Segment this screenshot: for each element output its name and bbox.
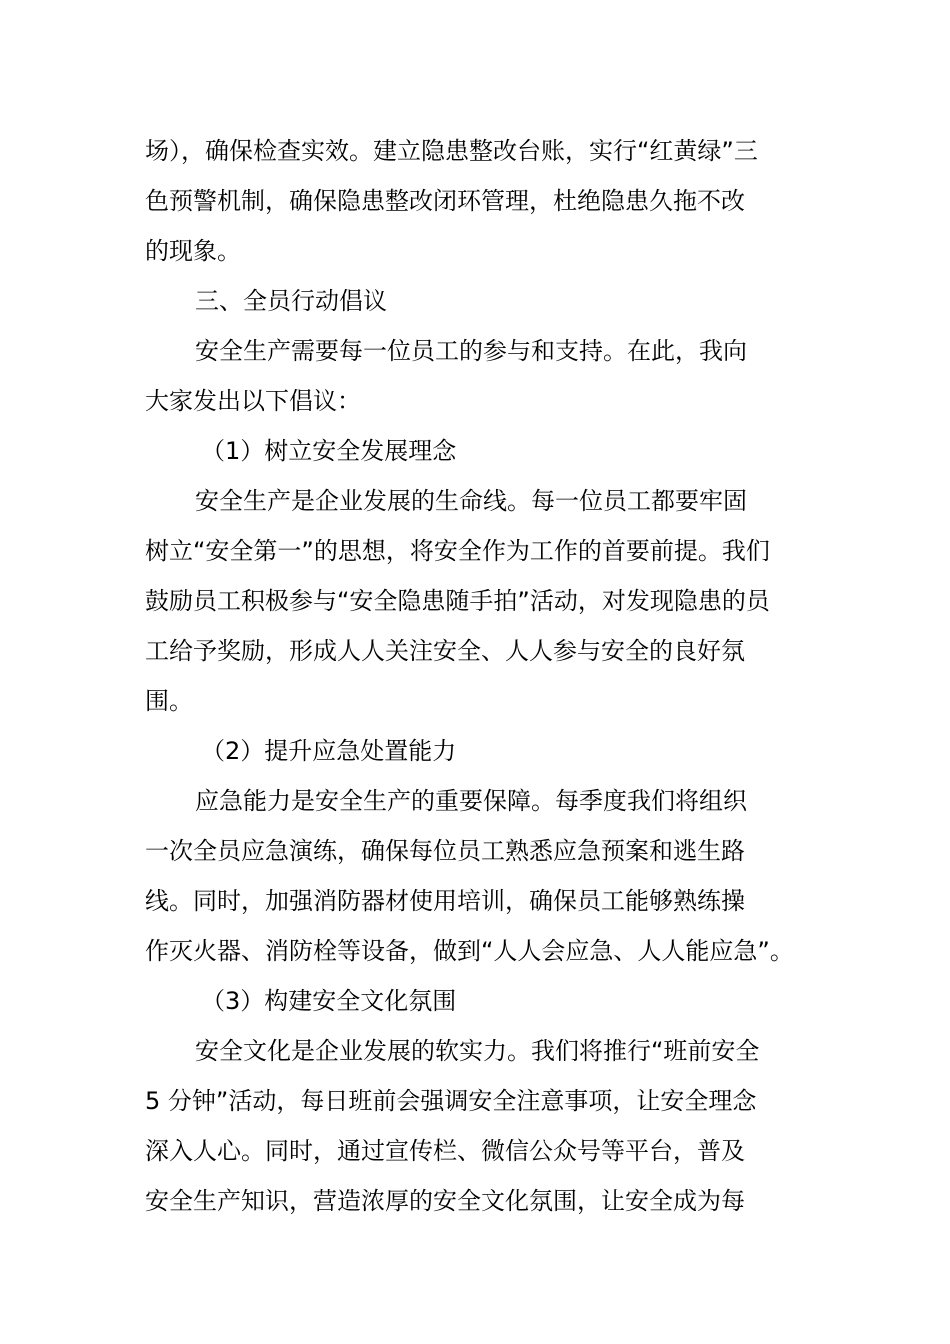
body-line: 应急能力是安全生产的重要保障。每季度我们将组织 bbox=[195, 787, 747, 815]
subsection-heading: （1）树立安全发展理念 bbox=[201, 437, 457, 465]
body-line: 深入人心。同时，通过宣传栏、微信公众号等平台，普及 bbox=[145, 1137, 745, 1165]
body-line: 场），确保检查实效。建立隐患整改台账，实行“红黄绿”三 bbox=[145, 137, 758, 165]
body-line: 5 分钟”活动，每日班前会强调安全注意事项，让安全理念 bbox=[145, 1087, 757, 1115]
body-line: 大家发出以下倡议： bbox=[145, 387, 361, 415]
body-line: 的现象。 bbox=[145, 237, 241, 265]
body-line: 作灭火器、消防栓等设备，做到“人人会应急、人人能应急”。 bbox=[145, 937, 794, 965]
document-body bbox=[145, 126, 810, 1226]
body-line: 树立“安全第一”的思想，将安全作为工作的首要前提。我们 bbox=[145, 537, 770, 565]
body-line: 线。同时，加强消防器材使用培训，确保员工能够熟练操 bbox=[145, 887, 745, 915]
body-line: 工给予奖励，形成人人关注安全、人人参与安全的良好氛 bbox=[145, 637, 745, 665]
subsection-heading: （2）提升应急处置能力 bbox=[201, 737, 457, 765]
body-line: 色预警机制，确保隐患整改闭环管理，杜绝隐患久拖不改 bbox=[145, 187, 745, 215]
body-line: 安全生产是企业发展的生命线。每一位员工都要牢固 bbox=[195, 487, 747, 515]
body-line: 安全文化是企业发展的软实力。我们将推行“班前安全 bbox=[195, 1037, 760, 1065]
body-line: 安全生产知识，营造浓厚的安全文化氛围，让安全成为每 bbox=[145, 1187, 745, 1215]
body-line: 围。 bbox=[145, 687, 193, 715]
body-line: 安全生产需要每一位员工的参与和支持。在此，我向 bbox=[195, 337, 747, 365]
subsection-heading: （3）构建安全文化氛围 bbox=[201, 987, 457, 1015]
section-heading: 三、全员行动倡议 bbox=[195, 287, 387, 315]
body-line: 一次全员应急演练，确保每位员工熟悉应急预案和逃生路 bbox=[145, 837, 745, 865]
body-line: 鼓励员工积极参与“安全隐患随手拍”活动，对发现隐患的员 bbox=[145, 587, 770, 615]
